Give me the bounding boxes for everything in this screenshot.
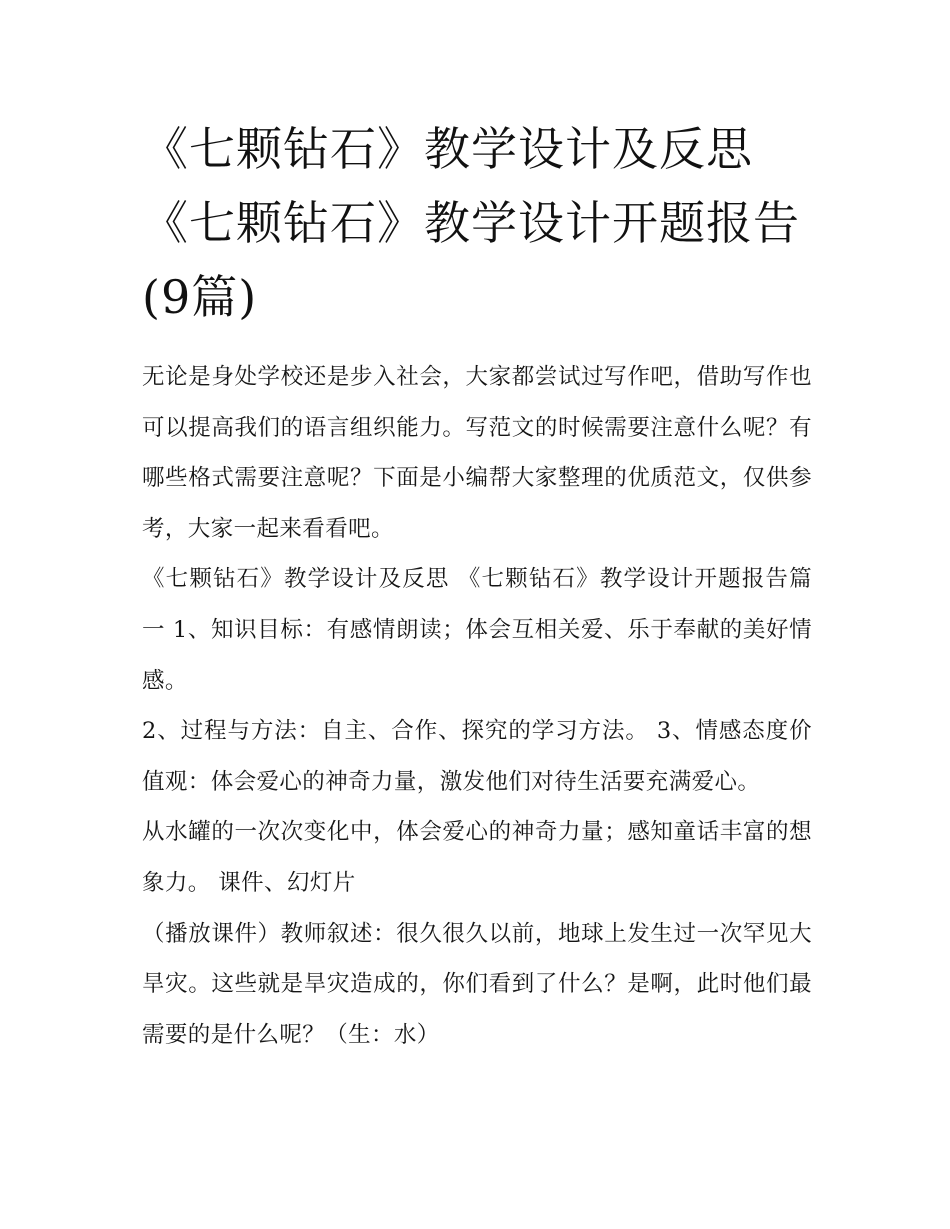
paragraph-intro: 无论是身处学校还是步入社会，大家都尝试过写作吧，借助写作也可以提高我们的语言组织能力。写范文的时候需要注意什么呢？有哪些格式需要注意呢？下面是小编帮大家整理的优质范文，仅供参考，大家一起来看看吧。 xyxy=(142,364,812,542)
document-page xyxy=(142,112,812,1060)
paragraph-methods: 2、过程与方法：自主、合作、探究的学习方法。 3、情感态度价值观：体会爱心的神奇力量，激发他们对待生活要充满爱心。 xyxy=(142,718,812,795)
document-title: 《七颗钻石》教学设计及反思《七颗钻石》教学设计开题报告(9篇) xyxy=(142,122,800,324)
paragraph-key-points: 从水罐的一次次变化中，体会爱心的神奇力量；感知童话丰富的想象力。 课件、幻灯片 xyxy=(142,819,812,896)
paragraph-objectives: 《七颗钻石》教学设计及反思 《七颗钻石》教学设计开题报告篇一 1、知识目标：有感情朗读；体会互相关爱、乐于奉献的美好情感。 xyxy=(142,566,812,694)
paragraph-narration: （播放课件）教师叙述：很久很久以前，地球上发生过一次罕见大旱灾。这些就是旱灾造成的，你们看到了什么？是啊，此时他们最需要的是什么呢？（生：水） xyxy=(142,920,812,1048)
